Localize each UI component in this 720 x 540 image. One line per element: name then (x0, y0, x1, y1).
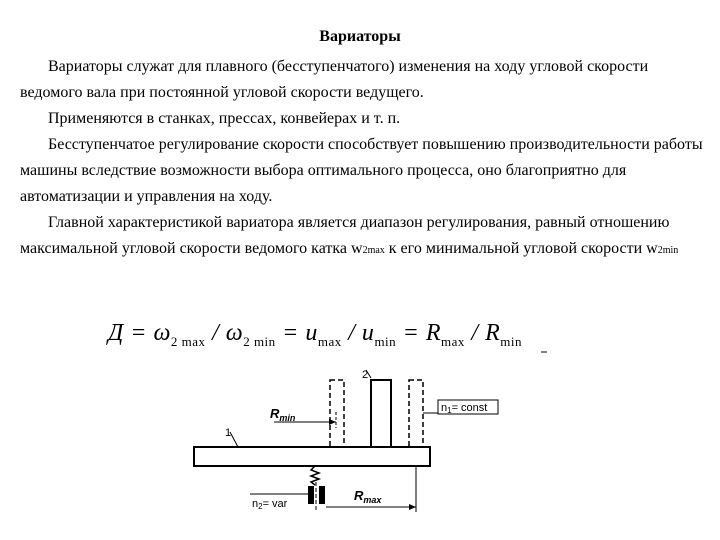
label-shaft: 1 (225, 427, 232, 439)
paragraph-benefits: Бесступенчатое регулирование скорости способствует повышению производительности работы машины вследствие возможности выбора оптимального процесса, оно благоприятно для автоматизации и управления на ходу. (20, 136, 703, 205)
driving-disk (194, 447, 430, 466)
roller-current (371, 380, 391, 447)
rmin-arrow (329, 419, 336, 425)
paragraph-applications: Применяются в станках, прессах, конвейерах и т. п. (48, 110, 401, 127)
rmax-arrow (409, 504, 416, 510)
label-rmax: $R_{max}$ (354, 488, 382, 505)
paragraph-definition: Вариаторы служат для плавного (бесступенчатого) изменения на ходу угловой скорости ведомого вала при постоянной угловой скорости ведущего. (20, 58, 649, 101)
roller-max-position (409, 380, 423, 447)
roller-min-position (330, 380, 344, 447)
label-rmin: $R_{min}$ (270, 406, 296, 423)
label-roller: 2 (362, 369, 369, 381)
bearing-right (319, 486, 325, 504)
spring (311, 466, 319, 485)
label-n1: n1= const (441, 402, 488, 415)
paragraph-range: Главной характеристикой вариатора является диапазон регулирования, равный отношению максимальной угловой скорости ведомого катка w2max к его минимальной угловой скорости w2min (20, 214, 679, 257)
slide-title: Вариаторы (319, 28, 401, 45)
leader-shaft (230, 432, 238, 447)
range-formula: $Д = \omega_{2 max} / \omega_{2 min} = u_{max} / u_{min} = R_{max} / R_{min}$ (108, 320, 522, 349)
label-n2: n2= var (252, 498, 288, 511)
bearing-left (308, 486, 314, 504)
